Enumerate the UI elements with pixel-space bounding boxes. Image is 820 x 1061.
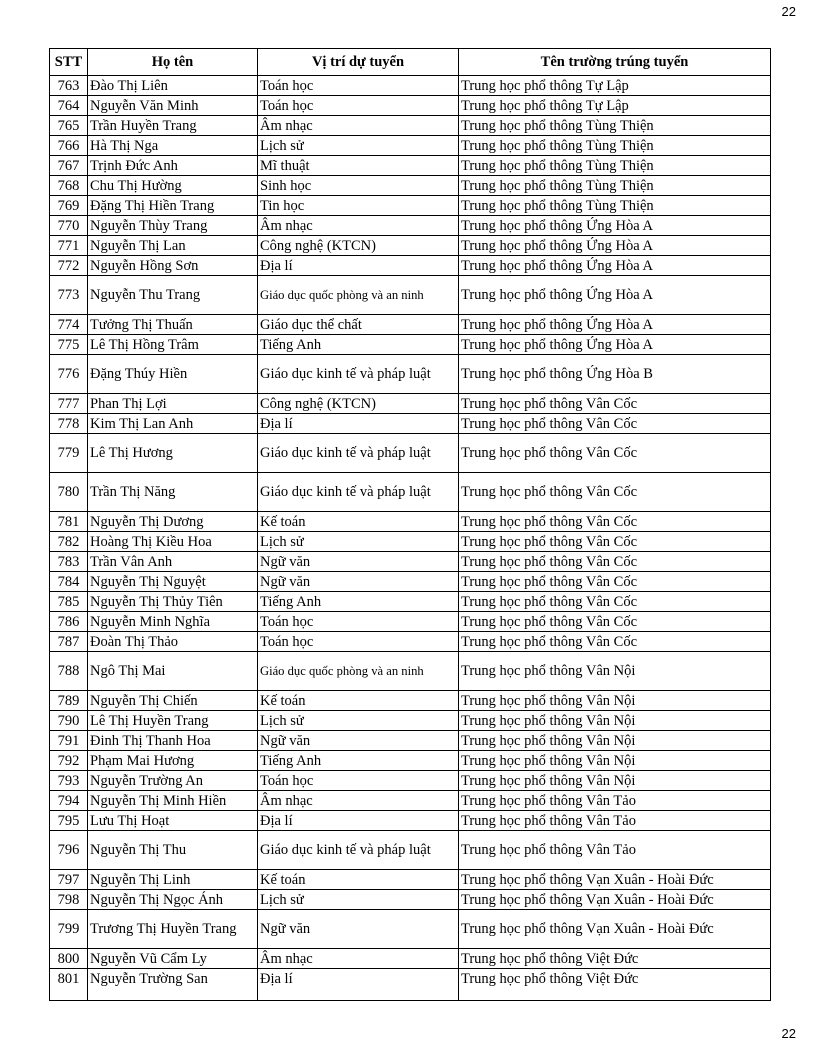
cell-full-name: Nguyễn Minh Nghĩa — [88, 612, 258, 632]
cell-full-name: Phan Thị Lợi — [88, 394, 258, 414]
table-row — [50, 394, 771, 414]
cell-stt: 786 — [50, 612, 88, 632]
cell-full-name: Ngô Thị Mai — [88, 652, 258, 691]
table-row — [50, 532, 771, 552]
cell-position: Âm nhạc — [258, 216, 459, 236]
cell-full-name: Nguyễn Thị Thu — [88, 831, 258, 870]
cell-stt: 799 — [50, 910, 88, 949]
table-row — [50, 632, 771, 652]
cell-full-name: Trương Thị Huyền Trang — [88, 910, 258, 949]
cell-position: Công nghệ (KTCN) — [258, 394, 459, 414]
table-row — [50, 552, 771, 572]
cell-position: Địa lí — [258, 414, 459, 434]
table-row — [50, 116, 771, 136]
cell-stt: 796 — [50, 831, 88, 870]
cell-stt: 790 — [50, 711, 88, 731]
cell-school: Trung học phổ thông Vân Cốc — [459, 532, 771, 552]
cell-stt: 770 — [50, 216, 88, 236]
cell-full-name: Kim Thị Lan Anh — [88, 414, 258, 434]
cell-position: Ngữ văn — [258, 552, 459, 572]
table-row — [50, 76, 771, 96]
cell-stt: 794 — [50, 791, 88, 811]
cell-full-name: Nguyễn Văn Minh — [88, 96, 258, 116]
cell-school: Trung học phổ thông Vạn Xuân - Hoài Đức — [459, 910, 771, 949]
table-row — [50, 315, 771, 335]
cell-position: Địa lí — [258, 969, 459, 1001]
cell-position: Toán học — [258, 612, 459, 632]
cell-full-name: Đào Thị Liên — [88, 76, 258, 96]
cell-full-name: Nguyễn Vũ Cẩm Ly — [88, 949, 258, 969]
cell-position: Tiếng Anh — [258, 751, 459, 771]
cell-position: Ngữ văn — [258, 910, 459, 949]
cell-position: Giáo dục quốc phòng và an ninh — [258, 276, 459, 315]
cell-stt: 771 — [50, 236, 88, 256]
table-row — [50, 831, 771, 870]
cell-school: Trung học phổ thông Tùng Thiện — [459, 156, 771, 176]
cell-stt: 784 — [50, 572, 88, 592]
cell-school: Trung học phổ thông Vân Cốc — [459, 512, 771, 532]
cell-stt: 797 — [50, 870, 88, 890]
cell-full-name: Lê Thị Hồng Trâm — [88, 335, 258, 355]
table-row — [50, 711, 771, 731]
cell-position: Giáo dục kinh tế và pháp luật — [258, 831, 459, 870]
cell-school: Trung học phổ thông Tùng Thiện — [459, 196, 771, 216]
cell-full-name: Nguyễn Thùy Trang — [88, 216, 258, 236]
table-row — [50, 811, 771, 831]
cell-full-name: Nguyễn Thị Ngọc Ánh — [88, 890, 258, 910]
cell-stt: 779 — [50, 434, 88, 473]
cell-school: Trung học phổ thông Vân Nội — [459, 711, 771, 731]
cell-school: Trung học phổ thông Vân Cốc — [459, 632, 771, 652]
cell-school: Trung học phổ thông Vân Cốc — [459, 612, 771, 632]
cell-full-name: Lưu Thị Hoạt — [88, 811, 258, 831]
cell-school: Trung học phổ thông Tự Lập — [459, 76, 771, 96]
cell-full-name: Nguyễn Trường San — [88, 969, 258, 1001]
table-row — [50, 612, 771, 632]
cell-stt: 776 — [50, 355, 88, 394]
table-row — [50, 256, 771, 276]
table-row — [50, 731, 771, 751]
cell-position: Ngữ văn — [258, 572, 459, 592]
cell-stt: 772 — [50, 256, 88, 276]
cell-stt: 780 — [50, 473, 88, 512]
table-row — [50, 355, 771, 394]
cell-position: Lịch sử — [258, 711, 459, 731]
cell-full-name: Trần Vân Anh — [88, 552, 258, 572]
cell-school: Trung học phổ thông Vân Cốc — [459, 434, 771, 473]
cell-full-name: Hà Thị Nga — [88, 136, 258, 156]
cell-school: Trung học phổ thông Vân Cốc — [459, 552, 771, 572]
table-row — [50, 156, 771, 176]
table-row — [50, 969, 771, 1001]
cell-stt: 788 — [50, 652, 88, 691]
cell-stt: 791 — [50, 731, 88, 751]
cell-position: Toán học — [258, 76, 459, 96]
table-row — [50, 771, 771, 791]
cell-position: Kế toán — [258, 870, 459, 890]
cell-full-name: Nguyễn Hồng Sơn — [88, 256, 258, 276]
cell-position: Kế toán — [258, 691, 459, 711]
cell-full-name: Nguyễn Thị Lan — [88, 236, 258, 256]
cell-school: Trung học phổ thông Ứng Hòa A — [459, 315, 771, 335]
table-row — [50, 572, 771, 592]
cell-stt: 798 — [50, 890, 88, 910]
header-school: Tên trường trúng tuyển — [459, 49, 771, 76]
table-row — [50, 236, 771, 256]
cell-stt: 783 — [50, 552, 88, 572]
cell-school: Trung học phổ thông Vân Nội — [459, 771, 771, 791]
cell-school: Trung học phổ thông Việt Đức — [459, 969, 771, 1001]
cell-stt: 793 — [50, 771, 88, 791]
cell-school: Trung học phổ thông Vạn Xuân - Hoài Đức — [459, 890, 771, 910]
cell-position: Ngữ văn — [258, 731, 459, 751]
cell-stt: 768 — [50, 176, 88, 196]
cell-position: Tiếng Anh — [258, 592, 459, 612]
cell-stt: 795 — [50, 811, 88, 831]
cell-full-name: Phạm Mai Hương — [88, 751, 258, 771]
cell-full-name: Nguyễn Thị Chiến — [88, 691, 258, 711]
cell-school: Trung học phổ thông Vân Nội — [459, 731, 771, 751]
cell-school: Trung học phổ thông Vân Nội — [459, 652, 771, 691]
cell-school: Trung học phổ thông Vân Cốc — [459, 394, 771, 414]
table-row — [50, 176, 771, 196]
cell-position: Âm nhạc — [258, 949, 459, 969]
cell-stt: 763 — [50, 76, 88, 96]
cell-position: Mĩ thuật — [258, 156, 459, 176]
cell-full-name: Đoàn Thị Thảo — [88, 632, 258, 652]
table-row — [50, 691, 771, 711]
table-header-row — [50, 49, 771, 76]
cell-full-name: Trần Thị Năng — [88, 473, 258, 512]
cell-school: Trung học phổ thông Vân Cốc — [459, 414, 771, 434]
cell-full-name: Tưởng Thị Thuấn — [88, 315, 258, 335]
table-row — [50, 136, 771, 156]
cell-school: Trung học phổ thông Ứng Hòa A — [459, 236, 771, 256]
cell-school: Trung học phổ thông Vạn Xuân - Hoài Đức — [459, 870, 771, 890]
recruitment-results-table — [49, 48, 771, 1001]
cell-stt: 801 — [50, 969, 88, 1001]
cell-full-name: Nguyễn Thu Trang — [88, 276, 258, 315]
cell-full-name: Lê Thị Huyền Trang — [88, 711, 258, 731]
cell-school: Trung học phổ thông Tự Lập — [459, 96, 771, 116]
cell-school: Trung học phổ thông Việt Đức — [459, 949, 771, 969]
table-row — [50, 276, 771, 315]
cell-position: Giáo dục kinh tế và pháp luật — [258, 355, 459, 394]
header-stt: STT — [50, 49, 88, 76]
cell-full-name: Đặng Thị Hiền Trang — [88, 196, 258, 216]
cell-position: Giáo dục quốc phòng và an ninh — [258, 652, 459, 691]
cell-school: Trung học phổ thông Vân Nội — [459, 751, 771, 771]
table-row — [50, 434, 771, 473]
cell-full-name: Nguyễn Thị Linh — [88, 870, 258, 890]
cell-stt: 765 — [50, 116, 88, 136]
table-row — [50, 791, 771, 811]
cell-position: Toán học — [258, 632, 459, 652]
cell-stt: 785 — [50, 592, 88, 612]
table-row — [50, 335, 771, 355]
cell-stt: 782 — [50, 532, 88, 552]
cell-full-name: Hoàng Thị Kiều Hoa — [88, 532, 258, 552]
cell-school: Trung học phổ thông Vân Cốc — [459, 572, 771, 592]
table-row — [50, 96, 771, 116]
table-row — [50, 196, 771, 216]
cell-position: Toán học — [258, 96, 459, 116]
cell-full-name: Nguyễn Thị Nguyệt — [88, 572, 258, 592]
cell-school: Trung học phổ thông Ứng Hòa A — [459, 276, 771, 315]
cell-position: Âm nhạc — [258, 116, 459, 136]
page-number-top: 22 — [781, 4, 796, 19]
table-row — [50, 652, 771, 691]
table-row — [50, 870, 771, 890]
cell-stt: 787 — [50, 632, 88, 652]
cell-full-name: Lê Thị Hương — [88, 434, 258, 473]
cell-stt: 766 — [50, 136, 88, 156]
cell-position: Lịch sử — [258, 136, 459, 156]
cell-stt: 777 — [50, 394, 88, 414]
cell-position: Kế toán — [258, 512, 459, 532]
table-row — [50, 216, 771, 236]
cell-stt: 775 — [50, 335, 88, 355]
cell-school: Trung học phổ thông Tùng Thiện — [459, 116, 771, 136]
table-row — [50, 949, 771, 969]
cell-school: Trung học phổ thông Vân Cốc — [459, 592, 771, 612]
cell-full-name: Nguyễn Trường An — [88, 771, 258, 791]
cell-position: Giáo dục kinh tế và pháp luật — [258, 434, 459, 473]
cell-school: Trung học phổ thông Vân Tảo — [459, 831, 771, 870]
cell-school: Trung học phổ thông Ứng Hòa A — [459, 216, 771, 236]
cell-stt: 773 — [50, 276, 88, 315]
table-row — [50, 592, 771, 612]
cell-full-name: Chu Thị Hường — [88, 176, 258, 196]
cell-school: Trung học phổ thông Vân Nội — [459, 691, 771, 711]
cell-full-name: Đinh Thị Thanh Hoa — [88, 731, 258, 751]
cell-position: Tiếng Anh — [258, 335, 459, 355]
table-body — [50, 76, 771, 1001]
page-number-bottom: 22 — [781, 1026, 796, 1041]
cell-full-name: Nguyễn Thị Minh Hiền — [88, 791, 258, 811]
cell-school: Trung học phổ thông Vân Cốc — [459, 473, 771, 512]
cell-school: Trung học phổ thông Ứng Hòa B — [459, 355, 771, 394]
cell-stt: 792 — [50, 751, 88, 771]
table-row — [50, 910, 771, 949]
cell-stt: 774 — [50, 315, 88, 335]
cell-stt: 789 — [50, 691, 88, 711]
cell-position: Lịch sử — [258, 890, 459, 910]
cell-position: Giáo dục kinh tế và pháp luật — [258, 473, 459, 512]
cell-position: Âm nhạc — [258, 791, 459, 811]
cell-school: Trung học phổ thông Ứng Hòa A — [459, 335, 771, 355]
cell-position: Tin học — [258, 196, 459, 216]
table-row — [50, 890, 771, 910]
cell-full-name: Trần Huyền Trang — [88, 116, 258, 136]
cell-school: Trung học phổ thông Tùng Thiện — [459, 136, 771, 156]
cell-position: Giáo dục thể chất — [258, 315, 459, 335]
cell-full-name: Nguyễn Thị Dương — [88, 512, 258, 532]
header-position: Vị trí dự tuyển — [258, 49, 459, 76]
cell-stt: 767 — [50, 156, 88, 176]
cell-school: Trung học phổ thông Vân Tảo — [459, 791, 771, 811]
table-row — [50, 751, 771, 771]
cell-position: Sinh học — [258, 176, 459, 196]
cell-stt: 764 — [50, 96, 88, 116]
cell-stt: 800 — [50, 949, 88, 969]
cell-position: Địa lí — [258, 256, 459, 276]
cell-school: Trung học phổ thông Ứng Hòa A — [459, 256, 771, 276]
cell-position: Lịch sử — [258, 532, 459, 552]
cell-school: Trung học phổ thông Vân Tảo — [459, 811, 771, 831]
header-full-name: Họ tên — [88, 49, 258, 76]
cell-position: Địa lí — [258, 811, 459, 831]
cell-school: Trung học phổ thông Tùng Thiện — [459, 176, 771, 196]
table-row — [50, 473, 771, 512]
cell-full-name: Nguyễn Thị Thủy Tiên — [88, 592, 258, 612]
cell-position: Toán học — [258, 771, 459, 791]
cell-full-name: Đặng Thúy Hiền — [88, 355, 258, 394]
cell-stt: 778 — [50, 414, 88, 434]
table-row — [50, 512, 771, 532]
cell-stt: 769 — [50, 196, 88, 216]
cell-position: Công nghệ (KTCN) — [258, 236, 459, 256]
cell-stt: 781 — [50, 512, 88, 532]
cell-full-name: Trịnh Đức Anh — [88, 156, 258, 176]
table-row — [50, 414, 771, 434]
